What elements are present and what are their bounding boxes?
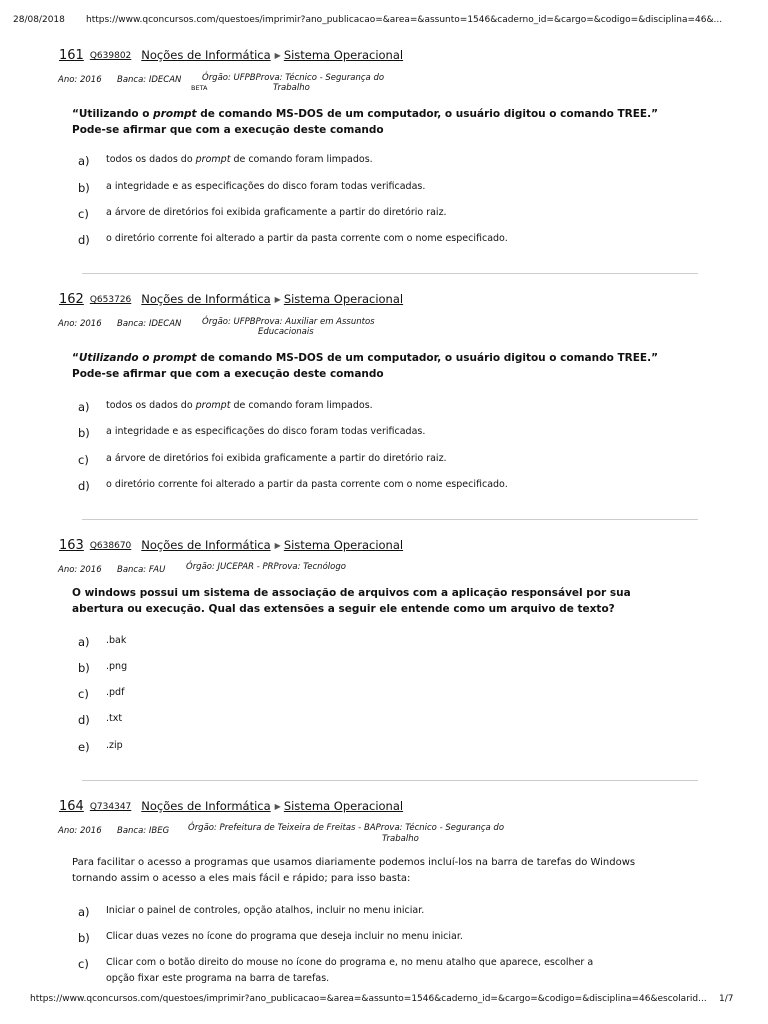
option-letter: a) (78, 635, 90, 649)
option-letter: d) (78, 713, 90, 727)
option-letter: a) (78, 154, 90, 168)
option-letter: b) (78, 931, 90, 945)
question-organ: Órgão: JUCEPAR - PRProva: Tecnólogo (186, 562, 346, 572)
question-id[interactable]: Q639802 (89, 51, 132, 61)
option-letter: e) (78, 740, 90, 754)
question-header (59, 795, 403, 814)
option-letter: c) (78, 453, 89, 467)
option-text: a integridade e as especificações do disco foram todas verificadas. (106, 426, 426, 437)
print-date: 28/08/2018 (13, 15, 65, 25)
question-organ-cont: Educacionais (258, 327, 314, 337)
option-text: Clicar duas vezes no ícone do programa que deseja incluir no menu iniciar. (106, 931, 463, 942)
question-organ: Órgão: Prefeitura de Teixeira de Freitas - BAProva: Técnico - Segurança do (188, 823, 505, 833)
page-number: 1/7 (719, 994, 734, 1004)
print-url: https://www.qconcursos.com/questoes/imprimir?ano_publicacao=&area=&assunto=1546&caderno_id=&cargo=&codigo=&disciplina=46&... (86, 15, 723, 25)
question-year: Ano: 2016 (58, 826, 102, 836)
question-number[interactable]: 162 (59, 292, 84, 307)
option-letter: c) (78, 687, 89, 701)
option-letter: b) (78, 181, 90, 195)
option-text: a integridade e as especificações do disco foram todas verificadas. (106, 181, 426, 192)
question-stem: Para facilitar o acesso a programas que usamos diariamente podemos incluí-los na barra de tarefas do Windows tornando assim o acesso a eles mais fácil e rápido; para isso basta: (72, 857, 636, 884)
option-letter: d) (78, 233, 90, 247)
option-letter: b) (78, 426, 90, 440)
option-letter: c) (78, 957, 89, 971)
question-id[interactable]: Q638670 (89, 541, 132, 551)
option-text: a árvore de diretórios foi exibida graficamente a partir do diretório raiz. (106, 453, 447, 464)
question-stem: “Utilizando o prompt de comando MS-DOS de um computador, o usuário digitou o comando TREE.” Pode-se afirmar que com a execução deste comando (72, 352, 658, 380)
question-year: Ano: 2016 (58, 565, 102, 575)
option-text: o diretório corrente foi alterado a partir da pasta corrente com o nome especificado. (106, 479, 508, 490)
question-year: Ano: 2016 (58, 75, 102, 85)
question-divider (82, 519, 698, 520)
option-text: a árvore de diretórios foi exibida graficamente a partir do diretório raiz. (106, 207, 447, 218)
question-organ: Órgão: UFPBProva: Técnico - Segurança do (202, 73, 385, 83)
footer-url: https://www.qconcursos.com/questoes/imprimir?ano_publicacao=&area=&assunto=1546&caderno_id=&cargo=&codigo=&disciplina=46&escolarid... (30, 994, 707, 1004)
topic-link[interactable]: Sistema Operacional (283, 538, 404, 552)
option-text: Clicar com o botão direito do mouse no ícone do programa e, no menu atalho que aparece, escolher a opção fixar este programa na barra de tarefas. (106, 957, 594, 984)
question-board: Banca: FAU (117, 565, 166, 575)
question-header (59, 288, 403, 307)
option-text: .zip (106, 740, 123, 751)
topic-link[interactable]: Sistema Operacional (283, 799, 404, 813)
question-board: Banca: IDECAN (117, 75, 182, 85)
option-letter: a) (78, 905, 90, 919)
option-letter: d) (78, 479, 90, 493)
topic-link[interactable]: Sistema Operacional (283, 48, 404, 62)
subject-link[interactable]: Noções de Informática (141, 538, 271, 552)
option-text: .txt (106, 713, 123, 724)
option-text: o diretório corrente foi alterado a partir da pasta corrente com o nome especificado. (106, 233, 508, 244)
question-id[interactable]: Q734347 (89, 802, 132, 812)
question-number[interactable]: 161 (59, 48, 84, 63)
option-text: Iniciar o painel de controles, opção atalhos, incluir no menu iniciar. (106, 905, 425, 916)
question-board: Banca: IBEG (117, 826, 170, 836)
question-divider (82, 780, 698, 781)
question-year: Ano: 2016 (58, 319, 102, 329)
question-organ-cont: Trabalho (273, 83, 310, 93)
question-stem: O windows possui um sistema de associação de arquivos com a aplicação responsável por sua abertura ou execução. Qual das extensões a seguir ele entende como um arquivo de texto? (72, 587, 631, 615)
option-text: todos os dados do prompt de comando foram limpados. (106, 400, 373, 411)
topic-link[interactable]: Sistema Operacional (283, 292, 404, 306)
print-header (13, 15, 722, 25)
option-letter: c) (78, 207, 89, 221)
subject-link[interactable]: Noções de Informática (141, 292, 271, 306)
breadcrumb-arrow-icon: ▶ (274, 51, 281, 60)
question-id[interactable]: Q653726 (89, 295, 132, 305)
beta-badge: BETA (191, 84, 208, 92)
question-header (59, 534, 403, 553)
question-board: Banca: IDECAN (117, 319, 182, 329)
breadcrumb-arrow-icon: ▶ (274, 295, 281, 304)
question-stem: “Utilizando o prompt de comando MS-DOS de um computador, o usuário digitou o comando TREE.” Pode-se afirmar que com a execução deste comando (72, 108, 658, 136)
option-text: todos os dados do prompt de comando foram limpados. (106, 154, 373, 165)
question-organ: Órgão: UFPBProva: Auxiliar em Assuntos (202, 317, 375, 327)
option-text: .pdf (106, 687, 125, 698)
subject-link[interactable]: Noções de Informática (141, 799, 271, 813)
option-letter: b) (78, 661, 90, 675)
breadcrumb-arrow-icon: ▶ (274, 802, 281, 811)
subject-link[interactable]: Noções de Informática (141, 48, 271, 62)
question-header (59, 44, 403, 63)
question-organ-cont: Trabalho (382, 834, 419, 844)
question-number[interactable]: 163 (59, 538, 84, 553)
breadcrumb-arrow-icon: ▶ (274, 541, 281, 550)
option-text: .png (106, 661, 128, 672)
question-number[interactable]: 164 (59, 799, 84, 814)
option-letter: a) (78, 400, 90, 414)
question-divider (82, 273, 698, 274)
option-text: .bak (106, 635, 127, 646)
print-footer (30, 994, 734, 1004)
